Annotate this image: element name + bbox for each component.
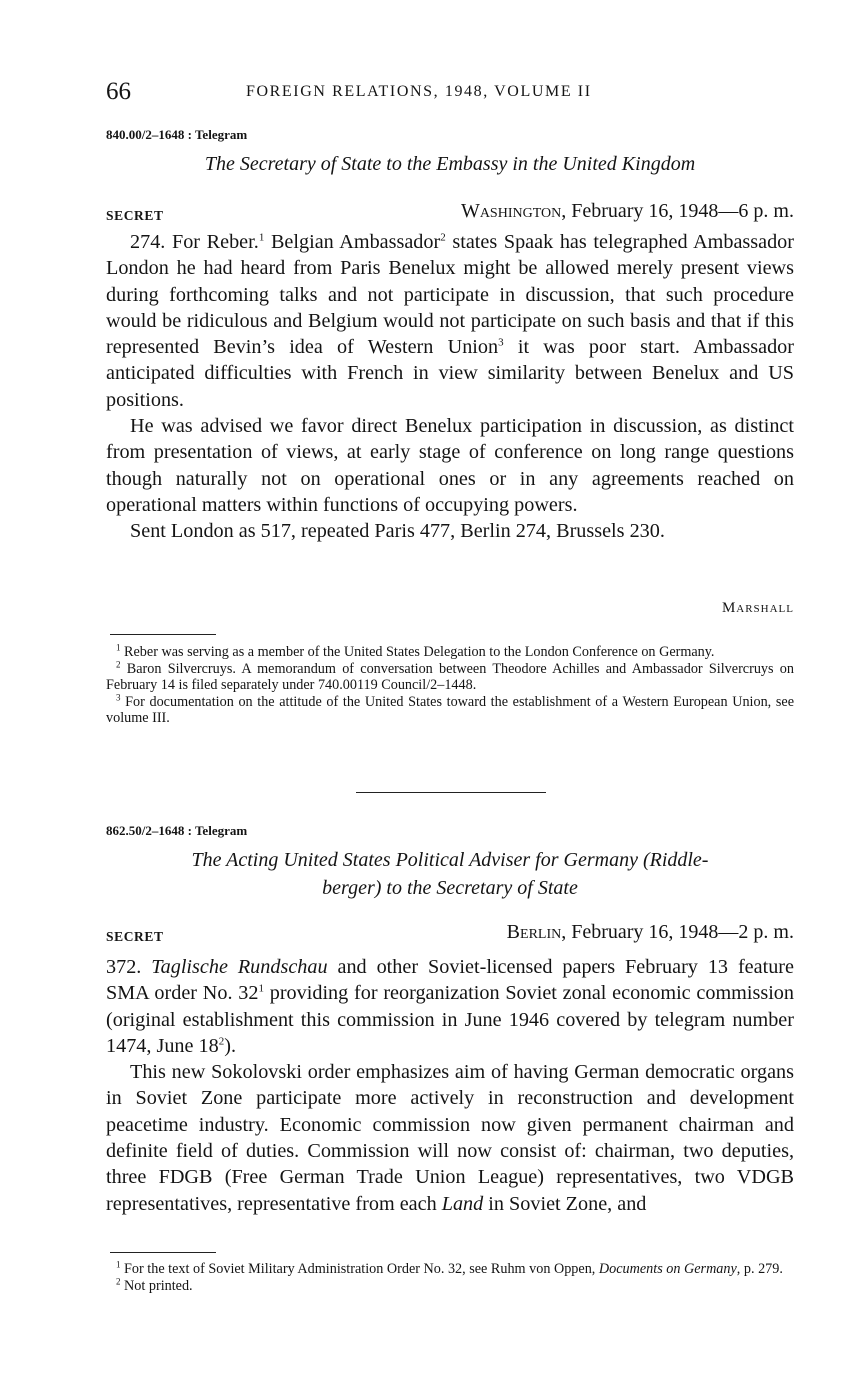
running-head xyxy=(106,78,794,108)
footnote-ref: 1 xyxy=(258,982,264,995)
doc1-paragraph-2: He was advised we favor direct Benelux participation in discussion, as distinct from presentation of views, at early stage of conference on long range questions though naturally not on operational ones or in any agreements reached on operational matters within functions of occupying powers. xyxy=(106,415,794,516)
doc2-footnote-1: $^1$ For the text of Soviet Military Administration Order No. 32, see Ruhm von Oppen, Documents on Germany, p. 279. xyxy=(116,1259,783,1277)
section-divider xyxy=(356,792,546,793)
footnote-ref: 2 xyxy=(440,231,446,244)
doc2-paragraph-1: 372. Taglische Rundschau and other Soviet-licensed papers February 13 feature SMA order No. $32^1$ providing for reorganization Soviet zonal economic commission (original establishment this commission in June 1946 covered by telegram number 1474, June $18^2$). xyxy=(106,956,794,1057)
doc2-paragraph-2: This new Sokolovski order emphasizes aim of having German democratic organs in Soviet Zone participate more actively in reconstruction and development peacetime industry. Economic commission now given permanent chairman and definite field of duties. Commission will now consist of: chairman, two deputies, three FDGB (Free German Trade Union League) representatives, two VDGB representatives, representative from each Land in Soviet Zone, and xyxy=(106,1061,794,1215)
doc2-footnotes xyxy=(106,1261,794,1294)
document-page xyxy=(106,0,794,1380)
doc1-signature: Marshall xyxy=(721,600,794,616)
doc1-dateline xyxy=(461,200,794,223)
doc2-dateline-date: , February 16, 1948—2 p. m. xyxy=(561,921,794,943)
footnote-ref: 3 xyxy=(498,336,504,349)
doc2-classification: SECRET xyxy=(106,929,164,944)
footnote-ref: 2 xyxy=(218,1035,225,1048)
doc1-footnote-2: $^2$ Baron Silvercruys. A memorandum of conversation between Theodore Achilles and Ambassador Silvercruys on February 14 is filed separately under 740.00119 Council/2–1448. xyxy=(106,658,794,694)
doc1-dateline-date: , February 16, 1948—6 p. m. xyxy=(561,200,794,222)
doc1-paragraph-3: Sent London as 517, repeated Paris 477, Berlin 274, Brussels 230. xyxy=(130,520,665,543)
doc2-heading-line-2: berger) to the Secretary of State xyxy=(322,877,578,899)
doc2-dateline-place: Berlin xyxy=(506,921,562,943)
doc1-classification: SECRET xyxy=(106,208,164,223)
doc1-footnotes xyxy=(106,644,794,727)
footnote-divider xyxy=(110,1252,216,1253)
doc2-file-reference: 862.50/2–1648 : Telegram xyxy=(106,823,248,838)
doc1-file-reference: 840.00/2–1648 : Telegram xyxy=(106,127,248,142)
doc1-dateline-place: Washington xyxy=(460,200,562,222)
page-number: 66 xyxy=(106,78,131,105)
doc2-heading xyxy=(106,846,794,902)
doc2-footnote-2: $^2$ Not printed. xyxy=(116,1275,193,1294)
doc1-footnote-1: $^1$ Reber was serving as a member of the United States Delegation to the London Conference on Germany. xyxy=(116,642,715,660)
doc2-dateline xyxy=(507,921,794,944)
doc2-heading-line-1: The Acting United States Political Adviser for Germany (Riddle- xyxy=(191,849,709,871)
doc1-heading: The Secretary of State to the Embassy in the United Kingdom xyxy=(204,153,696,175)
running-head-title: FOREIGN RELATIONS, 1948, VOLUME II xyxy=(246,83,592,100)
doc1-body xyxy=(106,229,794,545)
doc2-body xyxy=(106,954,794,1217)
doc1-footnote-3: $^3$ For documentation on the attitude of the United States toward the establishment of a Western European Union, see volume III. xyxy=(106,692,794,727)
doc1-paragraph-1: 274. For Reber.$^1$ Belgian Ambassador$^2$ states Spaak has telegraphed Ambassador London he had heard from Paris Benelux might be allowed merely present views during forthcoming talks and not participate in discussion, that such procedure would be ridiculous and Belgium would not participate on such basis and that if this represented Bevin’s idea of Western Union$^3$ it was poor start. Ambassador anticipated difficulties with French in view similarity between Benelux and US positions. xyxy=(106,231,794,411)
footnote-ref: 1 xyxy=(258,231,265,244)
footnote-divider xyxy=(110,634,216,635)
